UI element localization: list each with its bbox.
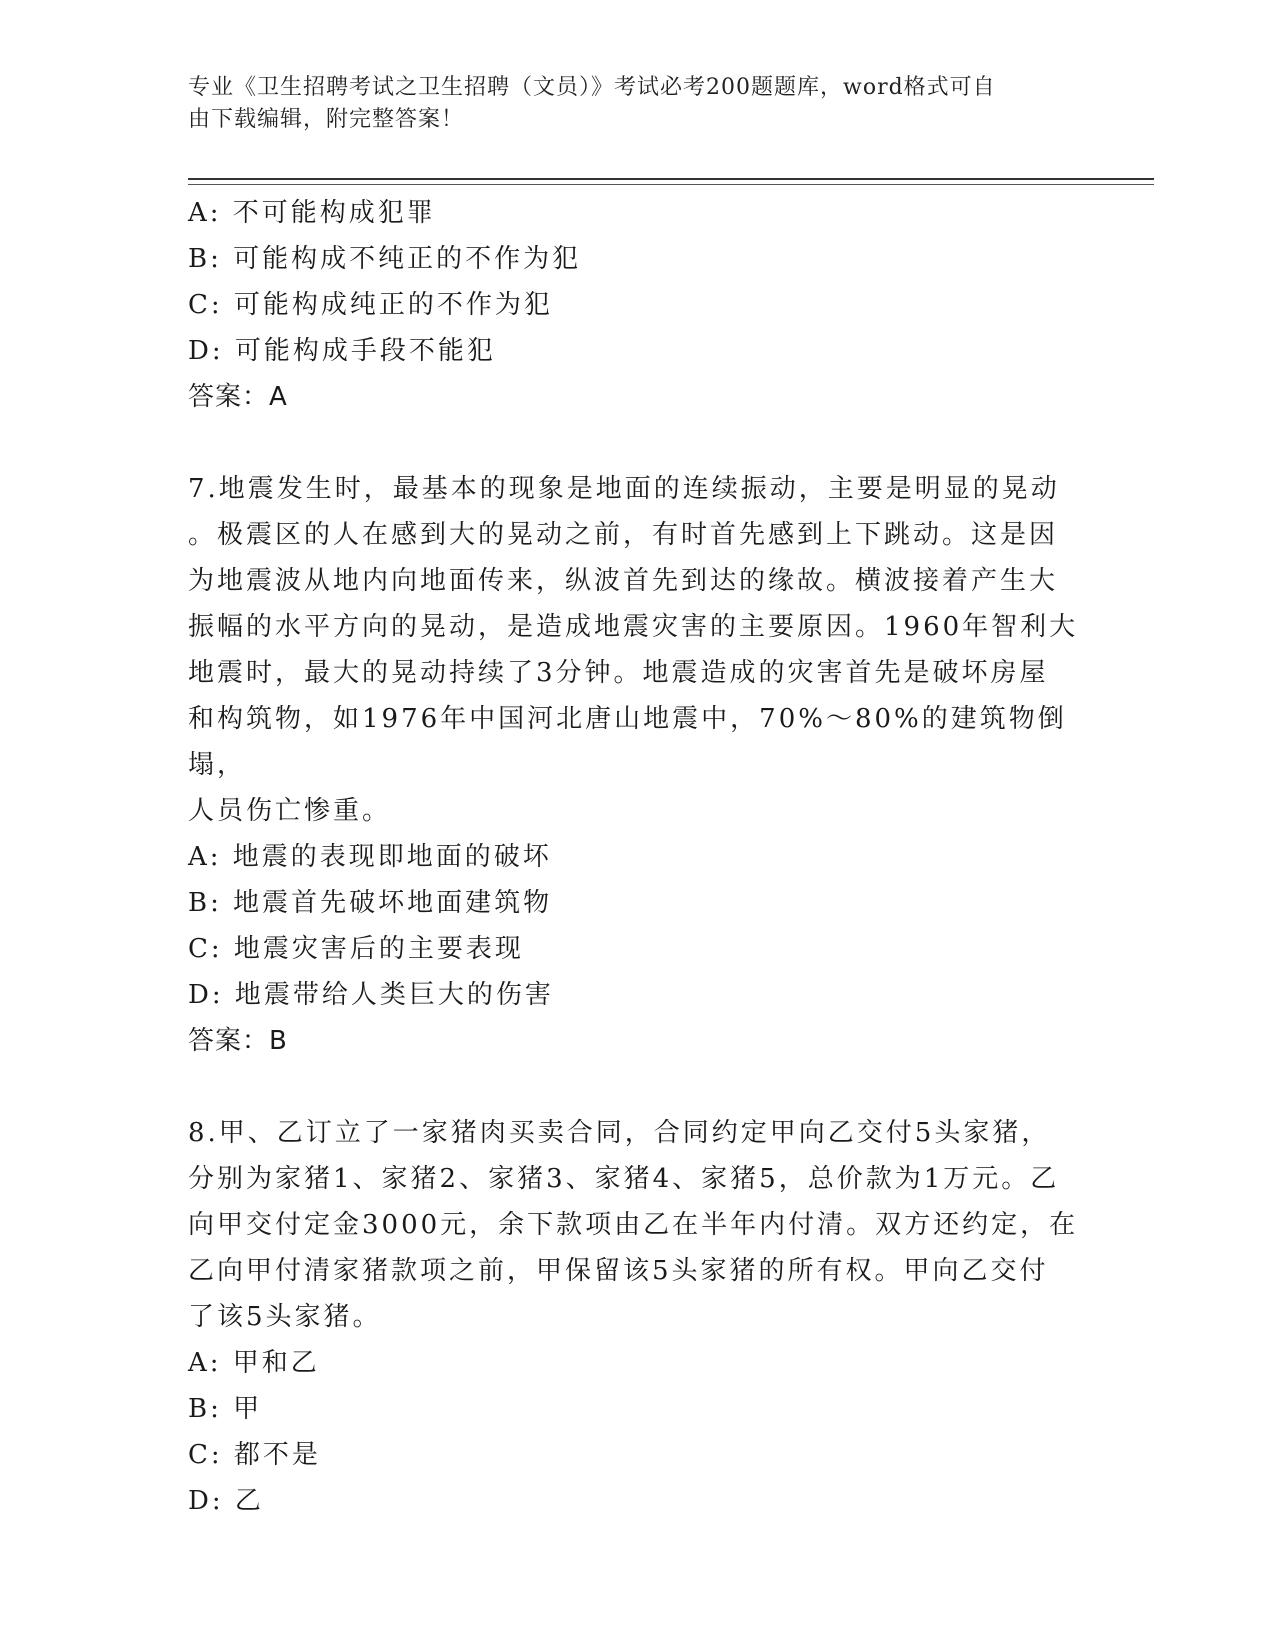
q7-stem-line: 和构筑物，如1976年中国河北唐山地震中，70%～80%的建筑物倒塌， (188, 704, 1067, 780)
q7-answer: 答案：B (188, 1026, 288, 1056)
document-body (188, 190, 1088, 1524)
q8-stem-line: 向甲交付定金3000元，余下款项由乙在半年内付清。双方还约定，在 (188, 1210, 1079, 1240)
question-6-block (188, 190, 1088, 420)
spacer (188, 1064, 1088, 1110)
q7-stem-line: 为地震波从地内向地面传来，纵波首先到达的缘故。横波接着产生大 (188, 566, 1059, 596)
q8-option-b: B: 甲 (188, 1394, 263, 1424)
q8-stem-line: 乙向甲付清家猪款项之前，甲保留该5头家猪的所有权。甲向乙交付 (188, 1256, 1049, 1286)
header-line-2: 由下载编辑，附完整答案！ (188, 107, 465, 132)
q8-stem-line: 分别为家猪1、家猪2、家猪3、家猪4、家猪5，总价款为1万元。乙 (188, 1164, 1060, 1194)
q8-stem-line: 8.甲、乙订立了一家猪肉买卖合同，合同约定甲向乙交付5头家猪， (188, 1118, 1051, 1148)
header-divider-thick (188, 178, 1154, 180)
q6-option-b: B: 可能构成不纯正的不作为犯 (188, 244, 582, 274)
q7-option-a: A: 地震的表现即地面的破坏 (188, 842, 552, 872)
q8-option-d: D: 乙 (188, 1486, 264, 1516)
q7-option-d: D: 地震带给人类巨大的伤害 (188, 980, 554, 1010)
question-7-block (188, 466, 1088, 1064)
header-divider-thin (188, 184, 1154, 185)
q6-option-d: D: 可能构成手段不能犯 (188, 336, 496, 366)
document-header (188, 72, 1068, 136)
q8-stem-line: 了该5头家猪。 (188, 1302, 382, 1332)
q7-option-b: B: 地震首先破坏地面建筑物 (188, 888, 553, 918)
spacer (188, 420, 1088, 466)
q7-stem-line: 人员伤亡惨重。 (188, 796, 392, 826)
header-line-1: 专业《卫生招聘考试之卫生招聘（文员）》考试必考200题题库，word格式可自 (188, 75, 996, 100)
question-8-block (188, 1110, 1088, 1524)
q7-stem (188, 466, 1088, 834)
q6-option-a: A: 不可能构成犯罪 (188, 198, 436, 228)
q7-stem-line: 7.地震发生时，最基本的现象是地面的连续振动，主要是明显的晃动 (188, 474, 1060, 504)
q7-stem-line: 地震时，最大的晃动持续了3分钟。地震造成的灾害首先是破坏房屋 (188, 658, 1049, 688)
q6-answer: 答案：A (188, 382, 288, 412)
q8-option-a: A: 甲和乙 (188, 1348, 320, 1378)
q7-stem-line: 振幅的水平方向的晃动，是造成地震灾害的主要原因。1960年智利大 (188, 612, 1079, 642)
q8-stem (188, 1110, 1088, 1340)
q6-option-c: C: 可能构成纯正的不作为犯 (188, 290, 553, 320)
q7-stem-line: 。极震区的人在感到大的晃动之前，有时首先感到上下跳动。这是因 (188, 520, 1059, 550)
q7-option-c: C: 地震灾害后的主要表现 (188, 934, 524, 964)
q8-option-c: C: 都不是 (188, 1440, 321, 1470)
